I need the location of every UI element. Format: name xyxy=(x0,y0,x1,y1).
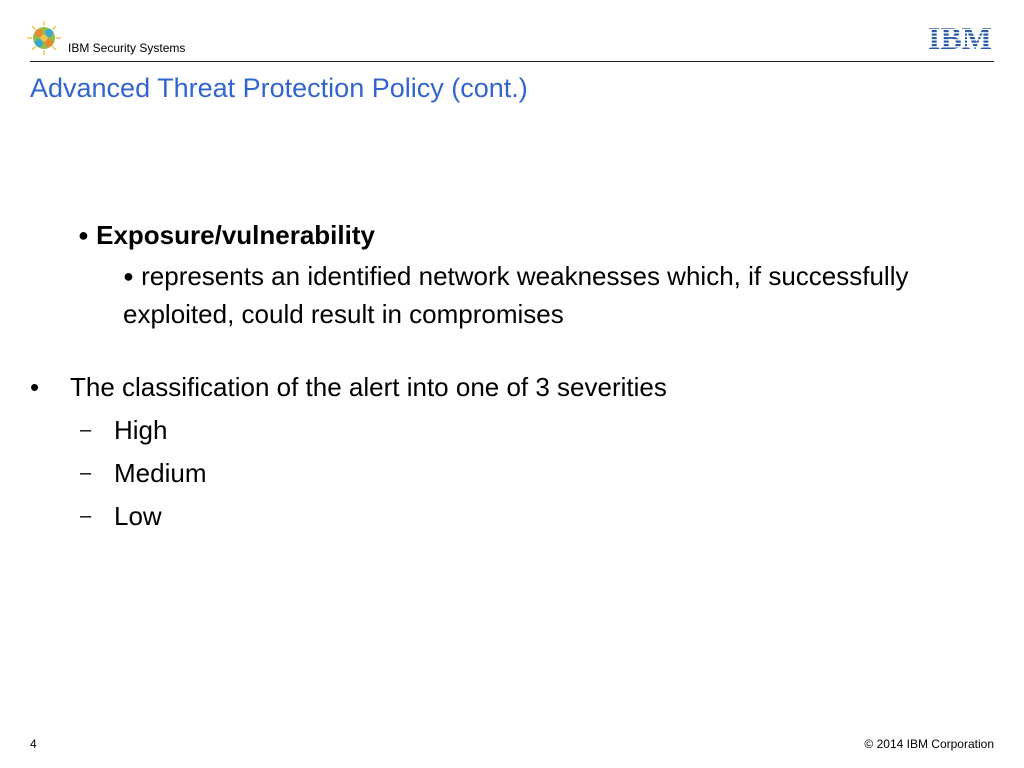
term-label: Exposure/vulnerability xyxy=(96,220,375,250)
copyright: © 2014 IBM Corporation xyxy=(864,737,994,751)
dash-marker: – xyxy=(80,505,92,527)
ibm-logo-icon xyxy=(926,23,994,51)
classification-bullet: • xyxy=(30,372,40,402)
header-divider xyxy=(30,61,994,62)
severity-label: Medium xyxy=(114,458,207,488)
severity-label: Low xyxy=(114,501,162,531)
term-bullet: ● xyxy=(78,225,89,245)
slide-title: Advanced Threat Protection Policy (cont.) xyxy=(30,73,528,103)
classification-text: The classification of the alert into one of 3 severities xyxy=(70,372,667,402)
page-number: 4 xyxy=(30,737,37,751)
dash-marker: – xyxy=(80,419,92,441)
dash-marker: – xyxy=(80,462,92,484)
brand-name: IBM Security Systems xyxy=(68,41,186,55)
term-heading xyxy=(78,219,375,251)
severity-label: High xyxy=(114,415,168,445)
ibm-security-logo-icon xyxy=(26,20,62,56)
definition-text: represents an identified network weaknesses which, if successfully exploited, could result in compromises xyxy=(123,261,909,329)
term-definition xyxy=(123,257,943,333)
ibm-logo-text: IBM xyxy=(928,23,992,51)
definition-bullet: ● xyxy=(123,266,134,286)
